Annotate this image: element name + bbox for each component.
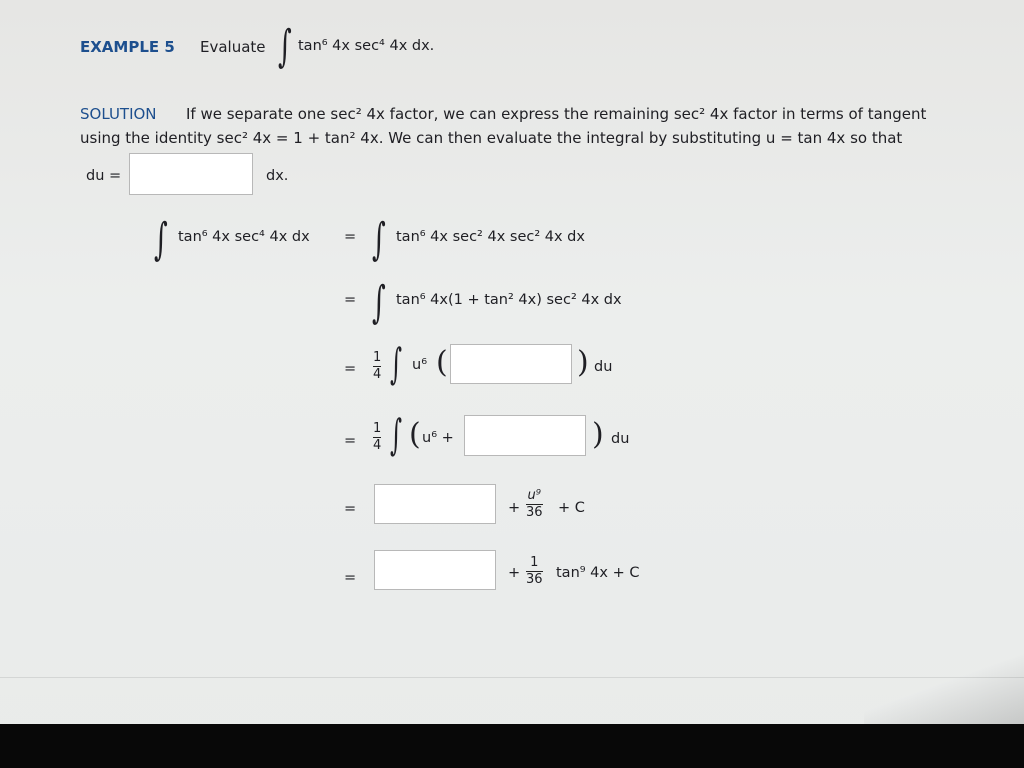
step4-coef-den: 4 — [373, 438, 382, 453]
step3-integral-sign: ∫ — [390, 339, 403, 388]
du-label: du = — [86, 168, 122, 184]
equals-sign-1: = — [344, 229, 357, 245]
step3-coef-den: 4 — [373, 367, 382, 382]
solution-label: SOLUTION — [80, 105, 157, 123]
step4-answer-input[interactable] — [464, 415, 586, 456]
step4-close-paren: ) — [592, 417, 604, 452]
example-integrand: tan⁶ 4x sec⁴ 4x dx. — [298, 38, 435, 54]
step4-open-paren: ( — [409, 417, 421, 452]
step6-plus: + — [508, 565, 521, 581]
step3-coefficient — [373, 351, 381, 382]
step3-close-paren: ) — [577, 345, 589, 380]
step6-frac-den: 36 — [526, 572, 543, 587]
step4-integral-sign: ∫ — [390, 410, 403, 459]
screen-shadow — [864, 640, 1024, 724]
step4-coef-num: 1 — [373, 421, 382, 436]
equals-sign-2: = — [344, 292, 357, 308]
step5-frac-den: 36 — [526, 505, 543, 520]
step6-frac-num: 1 — [530, 555, 539, 570]
dx-label: dx. — [266, 168, 289, 184]
step5-frac-num: u⁹ — [527, 488, 541, 503]
step6-tail: tan⁹ 4x + C — [556, 565, 640, 581]
evaluate-label: Evaluate — [200, 38, 266, 56]
step4-du: du — [611, 431, 630, 447]
step5-answer-input[interactable] — [374, 484, 496, 524]
integral-sign: ∫ — [278, 21, 292, 72]
equals-sign-5: = — [344, 501, 357, 517]
step5-fraction — [526, 489, 543, 520]
step6-fraction — [526, 556, 543, 587]
solution-line-2: using the identity sec² 4x = 1 + tan² 4x. We can then evaluate the integral by substituting u = tan 4x so that — [80, 129, 903, 147]
step3-u: u⁶ — [412, 357, 428, 373]
step1-integrand: tan⁶ 4x sec² 4x sec² 4x dx — [396, 229, 585, 245]
equals-sign-6: = — [344, 570, 357, 586]
step4-u-plus: u⁶ + — [422, 430, 454, 446]
equals-sign-3: = — [344, 361, 357, 377]
step3-coef-num: 1 — [373, 350, 382, 365]
step5-tail: + C — [558, 500, 585, 516]
step3-du: du — [594, 359, 613, 375]
lhs-integral-sign: ∫ — [154, 214, 168, 265]
screen-bezel — [0, 724, 1024, 768]
step3-open-paren: ( — [436, 345, 448, 380]
step1-integral-sign: ∫ — [372, 214, 386, 265]
step6-answer-input[interactable] — [374, 550, 496, 590]
solution-line-1: If we separate one sec² 4x factor, we can express the remaining sec² 4x factor in terms of tangent — [186, 105, 927, 123]
step2-integrand: tan⁶ 4x(1 + tan² 4x) sec² 4x dx — [396, 292, 622, 308]
example-label: EXAMPLE 5 — [80, 38, 175, 56]
step2-integral-sign: ∫ — [372, 277, 386, 328]
step5-plus: + — [508, 500, 521, 516]
step4-coefficient — [373, 422, 381, 453]
lhs-integrand: tan⁶ 4x sec⁴ 4x dx — [178, 229, 310, 245]
step3-answer-input[interactable] — [450, 344, 572, 384]
equals-sign-4: = — [344, 433, 357, 449]
du-answer-input[interactable] — [129, 153, 253, 195]
